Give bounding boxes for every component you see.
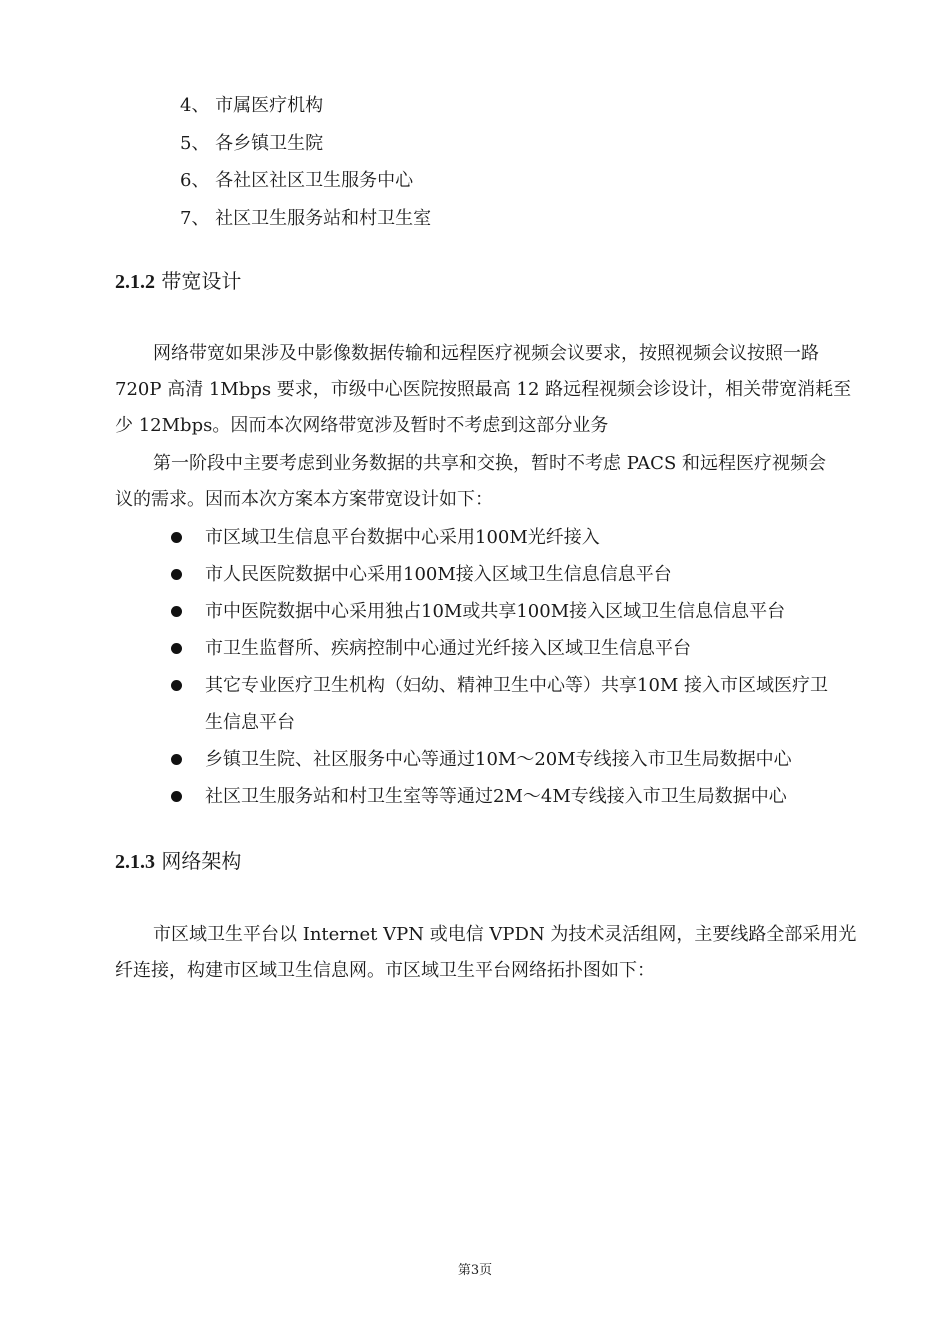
section-title: 网络架构 [161, 849, 242, 873]
list-item-text: 其它专业医疗卫生机构（妇幼、精神卫生中心等）共享10M 接入市区域医疗卫 [205, 675, 829, 696]
section-heading-network [115, 847, 241, 876]
bandwidth-bullet-list [170, 519, 870, 815]
list-item-text: 乡镇卫生院、社区服务中心等通过10M～20M专线接入市卫生局数据中心 [205, 749, 792, 770]
paragraph-line: 市区域卫生平台以 Internet VPN 或电信 VPDN 为技术灵活组网，主要线路全部采用光 [153, 924, 857, 945]
list-item [170, 519, 870, 556]
list-item-text: 市区域卫生信息平台数据中心采用100M光纤接入 [205, 527, 600, 548]
paragraph-bandwidth-phase [115, 446, 865, 518]
paragraph-line: 720P 高清 1Mbps 要求，市级中心医院按照最高 12 路远程视频会诊设计，相关带宽消耗至 [115, 379, 852, 400]
bullet-icon [171, 606, 182, 617]
numbered-item: 5、 各乡镇卫生院 [180, 133, 324, 154]
list-item-text: 社区卫生服务站和村卫生室等等通过2M～4M专线接入市卫生局数据中心 [205, 786, 787, 807]
paragraph-network [115, 917, 865, 989]
page-number: 第3页 [457, 1263, 493, 1278]
bullet-icon [171, 754, 182, 765]
paragraph-line: 少 12Mbps。因而本次网络带宽涉及暂时不考虑到这部分业务 [115, 415, 609, 436]
list-item [170, 667, 870, 704]
list-item-text: 市中医院数据中心采用独占10M或共享100M接入区域卫生信息信息平台 [205, 601, 786, 622]
bullet-icon [171, 643, 182, 654]
section-title: 带宽设计 [161, 269, 242, 293]
list-item [170, 556, 870, 593]
list-item [170, 593, 870, 630]
list-item-text: 市人民医院数据中心采用100M接入区域卫生信息信息平台 [205, 564, 672, 585]
bullet-icon [171, 532, 182, 543]
section-number: 2.1.2 [115, 271, 155, 293]
list-item [170, 630, 870, 667]
bullet-icon [171, 791, 182, 802]
numbered-item: 6、 各社区社区卫生服务中心 [180, 170, 414, 191]
section-number: 2.1.3 [115, 851, 155, 873]
paragraph-line: 网络带宽如果涉及中影像数据传输和远程医疗视频会议要求，按照视频会议按照一路 [153, 343, 819, 364]
section-heading-bandwidth [115, 267, 241, 296]
paragraph-bandwidth-intro [115, 336, 865, 444]
paragraph-line: 议的需求。因而本次方案本方案带宽设计如下： [115, 489, 493, 510]
paragraph-line: 纤连接，构建市区域卫生信息网。市区域卫生平台网络拓扑图如下： [115, 960, 655, 981]
bullet-icon [171, 569, 182, 580]
list-item [170, 778, 870, 815]
list-item-continuation [170, 704, 870, 741]
paragraph-line: 第一阶段中主要考虑到业务数据的共享和交换，暂时不考虑 PACS 和远程医疗视频会 [153, 453, 827, 474]
list-item-text: 生信息平台 [205, 712, 295, 733]
numbered-item: 7、 社区卫生服务站和村卫生室 [180, 208, 432, 229]
list-item [170, 741, 870, 778]
bullet-icon [171, 680, 182, 691]
list-item-text: 市卫生监督所、疾病控制中心通过光纤接入区域卫生信息平台 [205, 638, 691, 659]
numbered-item: 4、 市属医疗机构 [180, 95, 324, 116]
